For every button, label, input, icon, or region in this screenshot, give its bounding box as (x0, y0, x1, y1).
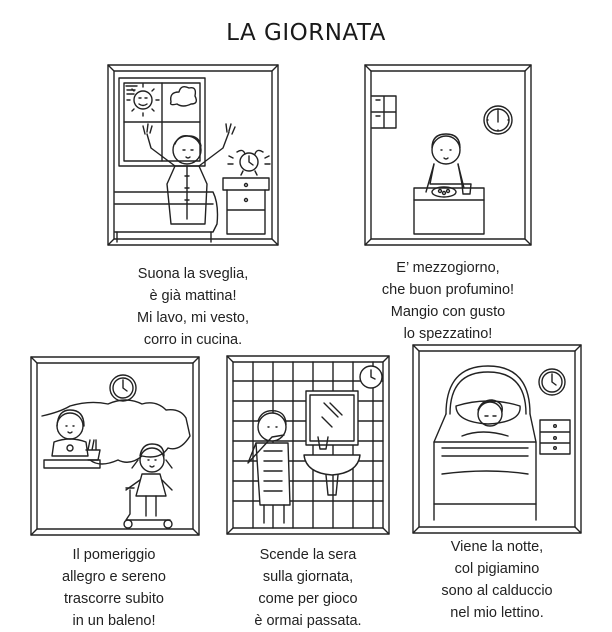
illustration-morning (107, 64, 279, 246)
caption-noon: E’ mezzogiorno, che buon profumino! Mangio con gusto lo spezzatino! (381, 260, 515, 342)
illustration-noon (364, 64, 532, 246)
illustration-afternoon (30, 356, 200, 536)
illustration-evening (226, 355, 390, 535)
page-title: LA GIORNATA (226, 20, 386, 46)
caption-morning: Suona la sveglia, è già mattina! Mi lavo, mi vesto, corro in cucina. (137, 266, 249, 348)
illustration-night (412, 344, 582, 534)
caption-evening: Scende la sera sulla giornata, come per gioco è ormai passata. (254, 547, 362, 629)
caption-night: Viene la notte, col pigiamino sono al calduccio nel mio lettino. (441, 539, 553, 621)
caption-afternoon: Il pomeriggio allegro e sereno trascorre subito in un baleno! (62, 547, 166, 629)
